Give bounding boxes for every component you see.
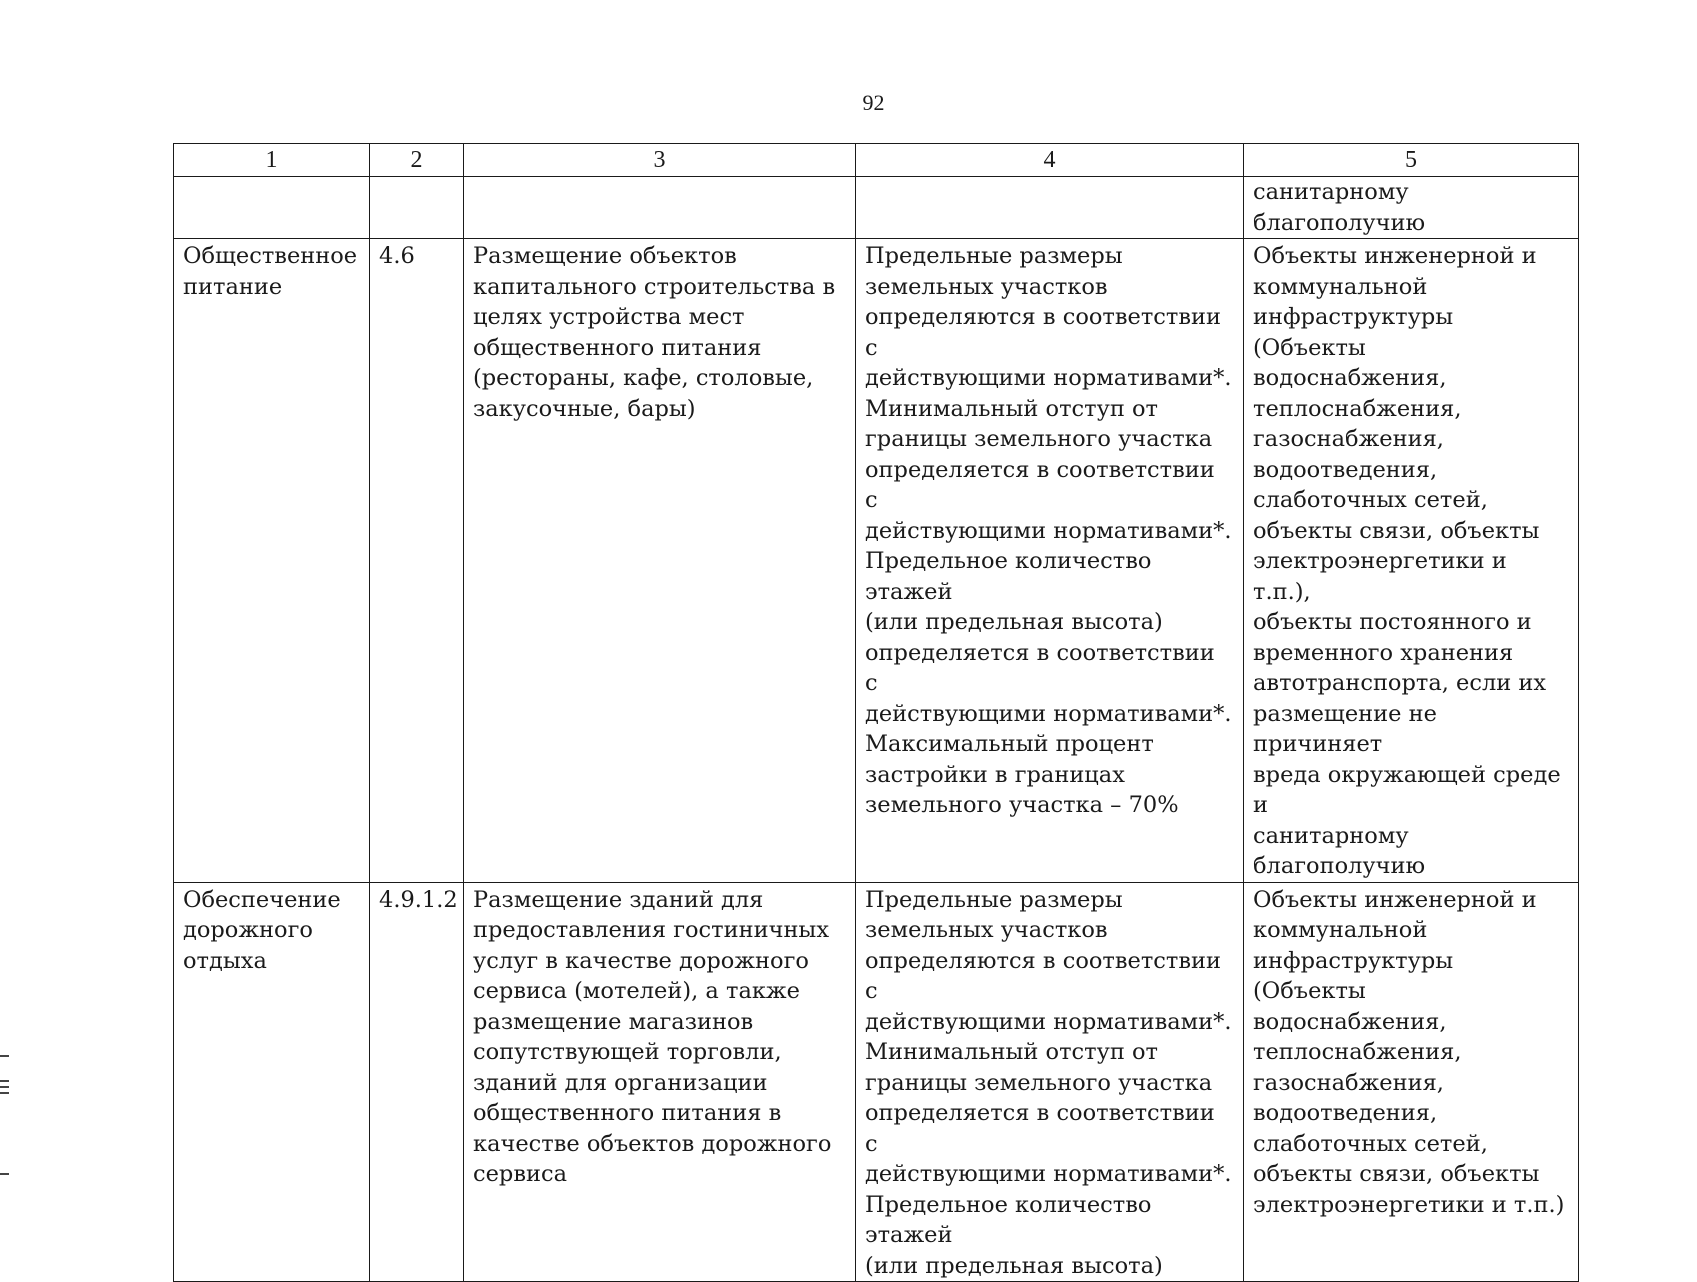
use-parameters: Предельные размеры земельных участков определяются в соответствии с действующими нормативами*. Минимальный отступ от границы земельного участка определяется в соответствии с действующими нормативами*. Предельное количество этажей (или предельная высота) определяется в соответствии с действующими нормативами*. Максимальный процент застройки в границах земельного участка – 70%	[865, 243, 1232, 818]
scan-margin-mark	[0, 1080, 9, 1082]
scan-margin-mark	[0, 1092, 9, 1094]
table-cell	[1244, 177, 1579, 239]
auxiliary-uses-text: Объекты инженерной и коммунальной инфраструктуры (Объекты водоснабжения, теплоснабжения, газоснабжения, водоотведения, слаботочных сетей, объекты связи, объекты электроэнергетики и т.п.)	[1253, 886, 1565, 1218]
column-header-5: 5	[1244, 144, 1579, 177]
column-header-3: 3	[464, 144, 856, 177]
use-parameters: Предельные размеры земельных участков определяются в соответствии с действующими нормативами*. Минимальный отступ от границы земельного участка определяется в соответствии с действующими нормативами*. Предельное количество этажей (или предельная высота)	[865, 886, 1232, 1279]
table-cell	[464, 177, 856, 239]
land-use-table	[173, 143, 1579, 1282]
column-header-2: 2	[370, 144, 464, 177]
continuation-row	[174, 177, 1579, 239]
table-cell	[464, 239, 856, 883]
use-name: Обеспечение дорожного отдыха	[183, 886, 341, 974]
table-row	[174, 882, 1579, 1282]
use-description: Размещение зданий для предоставления гостиничных услуг в качестве дорожного сервиса (мотелей), а также размещение магазинов сопутствующей торговли, зданий для организации общественного питания в качестве объектов дорожного сервиса	[473, 886, 832, 1187]
scan-margin-mark	[0, 1173, 9, 1175]
page-number: 92	[862, 90, 885, 115]
auxiliary-uses-text: санитарному благополучию	[1253, 179, 1426, 236]
scan-margin-mark	[0, 1086, 9, 1088]
table-cell	[370, 177, 464, 239]
column-number-row	[174, 144, 1579, 177]
use-code: 4.6	[379, 243, 415, 269]
use-description: Размещение объектов капитального строительства в целях устройства мест общественного питания (рестораны, кафе, столовые, закусочные, бары)	[473, 243, 836, 422]
table-cell	[370, 882, 464, 1282]
column-header-4: 4	[856, 144, 1244, 177]
table-cell	[370, 239, 464, 883]
table-cell	[1244, 239, 1579, 883]
table-cell	[174, 177, 370, 239]
column-header-1: 1	[174, 144, 370, 177]
table-cell	[1244, 882, 1579, 1282]
table-cell	[856, 882, 1244, 1282]
table-cell	[856, 177, 1244, 239]
use-name: Общественное питание	[183, 243, 358, 300]
table-cell	[174, 239, 370, 883]
table-cell	[464, 882, 856, 1282]
use-code: 4.9.1.2	[379, 886, 458, 913]
auxiliary-uses-text: Объекты инженерной и коммунальной инфраструктуры (Объекты водоснабжения, теплоснабжения, газоснабжения, водоотведения, слаботочных сетей, объекты связи, объекты электроэнергетики и т.п.), объекты постоянного и временного хранения автотранспорта, если их размещение не причиняет вреда окружающей среде и санитарному благополучию	[1253, 243, 1561, 879]
table-row	[174, 239, 1579, 883]
table-cell	[174, 882, 370, 1282]
table-cell	[856, 239, 1244, 883]
scan-margin-mark	[0, 1055, 9, 1057]
